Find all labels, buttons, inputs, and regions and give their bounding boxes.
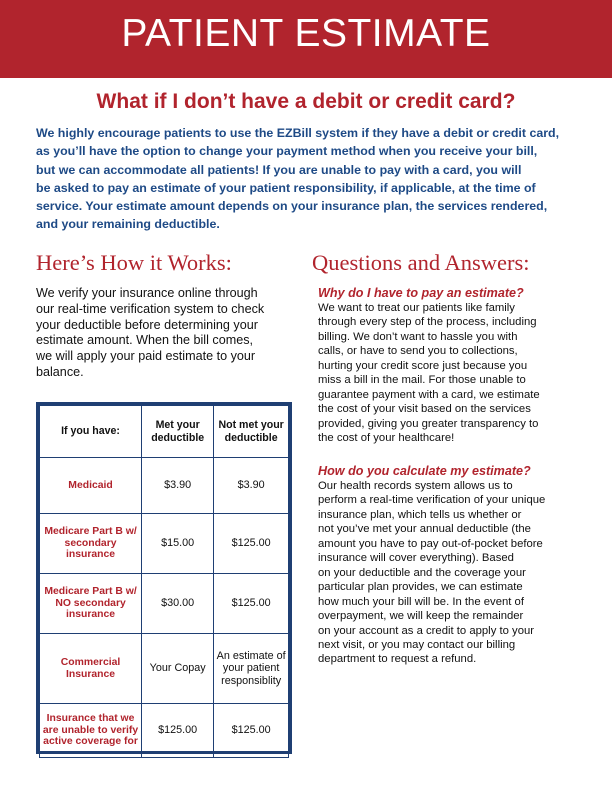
qa-answer-line: amount you have to pay out-of-pocket before [318, 537, 543, 550]
qa-answer-line: Our health records system allows us to [318, 480, 513, 492]
intro-line: service. Your estimate amount depends on your insurance plan, the services rendered, [36, 199, 548, 214]
qa-answer-line: the cost of your visit based on the services [318, 403, 531, 416]
qa-answer-line: through every step of the process, including [318, 316, 537, 329]
page-title: PATIENT ESTIMATE [121, 12, 491, 55]
qa-item-estimate-how [318, 464, 580, 667]
met-value: $30.00 [142, 574, 214, 634]
estimate-table-frame [36, 402, 292, 754]
qa-answer-line: provided, giving you greater transparency to [318, 417, 539, 430]
qa-answer-line: insurance plan, which tells us whether or [318, 508, 522, 521]
how-line: your deductible before determining your [36, 317, 258, 332]
met-value: $125.00 [142, 704, 214, 758]
row-label: Insurance that we are unable to verify active coverage for [40, 704, 142, 758]
qa-answer-line: next visit, or you may contact our billing [318, 638, 516, 651]
qa-answer-line: how much your bill will be. In the event of [318, 595, 524, 608]
qa-answer-line: We want to treat our patients like family [318, 302, 515, 314]
qa-answer-line: billing. We don’t want to hassle you with [318, 330, 518, 343]
met-value: $3.90 [142, 458, 214, 514]
how-it-works-text [36, 286, 292, 381]
qa-answer-line: department to request a refund. [318, 653, 477, 666]
qa-answer-line: hurting your credit score just because you [318, 359, 528, 372]
table-header-row [40, 406, 289, 458]
how-it-works-heading: Here’s How it Works: [36, 250, 232, 275]
row-label: Medicare Part B w/ NO secondary insurance [40, 574, 142, 634]
qa-heading: Questions and Answers: [312, 250, 530, 275]
row-label: Commercial Insurance [40, 634, 142, 704]
intro-line: as you’ll have the option to change your payment method when you receive your bill, [36, 144, 538, 159]
qa-answer-line: insurance will cover everything). Based [318, 552, 514, 565]
question-heading: What if I don’t have a debit or credit card? [96, 90, 516, 113]
table-row [40, 704, 289, 758]
qa-answer-line: not you’ve met your annual deductible (the [318, 523, 531, 536]
col-header-met: Met your deductible [142, 406, 214, 458]
how-line: we will apply your paid estimate to your [36, 349, 256, 364]
table-row [40, 574, 289, 634]
qa-answer-line: on your deductible and the coverage your [318, 566, 526, 579]
not-met-value: $125.00 [214, 514, 289, 574]
intro-line: but we can accommodate all patients! If you are unable to pay with a card, you will [36, 162, 522, 177]
intro-line: We highly encourage patients to use the EZBill system if they have a debit or credit card, [36, 126, 560, 140]
qa-item-estimate-why [318, 286, 580, 446]
intro-line: be asked to pay an estimate of your patient responsibility, if applicable, at the time of [36, 180, 536, 195]
qa-answer-line: overpayment, we will keep the remainder [318, 610, 524, 623]
how-line: our real-time verification system to check [36, 301, 265, 316]
met-value: Your Copay [142, 634, 214, 704]
qa-answer-line: the cost of your healthcare! [318, 432, 455, 445]
qa-question: Why do I have to pay an estimate? [318, 286, 524, 300]
not-met-value: $125.00 [214, 704, 289, 758]
col-header-not-met: Not met your deductible [214, 406, 289, 458]
intro-paragraph [36, 124, 576, 234]
qa-answer-line: calls, or have to send you to collections, [318, 345, 518, 358]
qa-answer-line: guarantee payment with a card, we estimate [318, 388, 540, 401]
qa-answer-line: on your account as a credit to apply to your [318, 624, 535, 637]
qa-answer-line: perform a real-time verification of your unique [318, 494, 546, 507]
table-row [40, 458, 289, 514]
how-line: estimate amount. When the bill comes, [36, 333, 253, 348]
qa-answer-line: miss a bill in the mail. For those unable to [318, 374, 526, 387]
intro-line: and your remaining deductible. [36, 217, 220, 232]
header-banner [0, 0, 612, 78]
met-value: $15.00 [142, 514, 214, 574]
not-met-value: $3.90 [214, 458, 289, 514]
not-met-value: An estimate of your patient responsiblity [214, 634, 289, 704]
table-row [40, 634, 289, 704]
not-met-value: $125.00 [214, 574, 289, 634]
col-header-plan: If you have: [40, 406, 142, 458]
row-label: Medicaid [40, 458, 142, 514]
how-line: balance. [36, 364, 84, 379]
qa-answer-line: particular plan provides, we can estimate [318, 581, 523, 594]
estimate-table [39, 405, 289, 758]
how-line: We verify your insurance online through [36, 286, 258, 300]
row-label: Medicare Part B w/ secondary insurance [40, 514, 142, 574]
qa-question: How do you calculate my estimate? [318, 464, 531, 478]
table-row [40, 514, 289, 574]
